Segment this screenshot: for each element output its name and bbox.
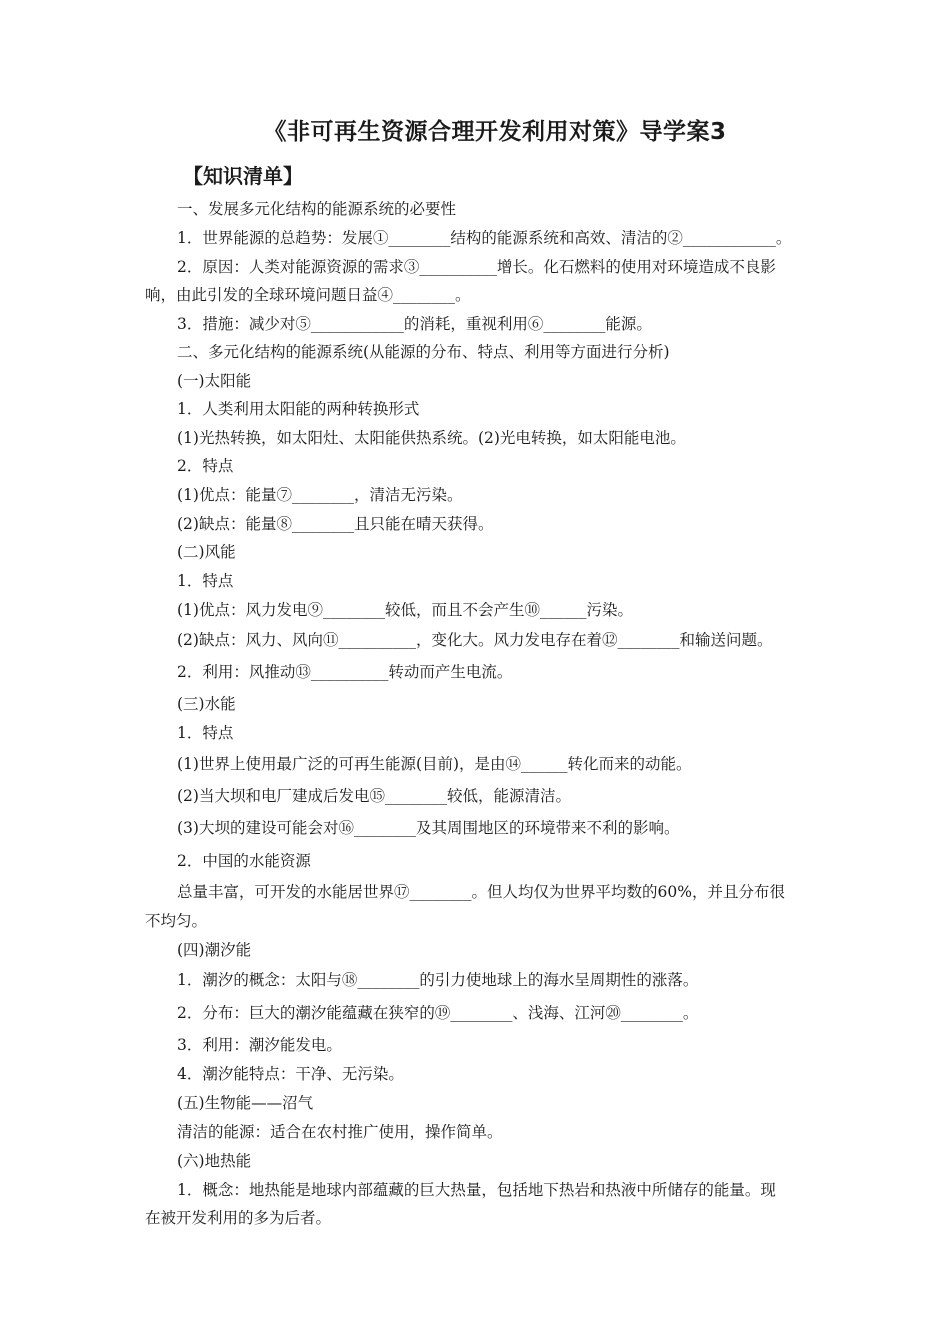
text-line: 1．概念：地热能是地球内部蕴藏的巨大热量，包括地下热岩和热液中所储存的能量。现 (177, 1181, 776, 1199)
text-line: (一)太阳能 (177, 372, 252, 390)
text-line: 3．措施：减少对⑤____________的消耗，重视利用⑥________能源。 (177, 315, 652, 333)
text-line: (2)当大坝和电厂建成后发电⑮________较低，能源清洁。 (177, 787, 571, 805)
text-line: (1)世界上使用最广泛的可再生能源(目前)，是由⑭______转化而来的动能。 (177, 755, 692, 773)
text-line: 不均匀。 (145, 912, 208, 930)
text-line: 清洁的能源：适合在农村推广使用，操作简单。 (177, 1123, 503, 1141)
text-line: 1．人类利用太阳能的两种转换形式 (177, 400, 420, 418)
text-line: (二)风能 (177, 543, 236, 561)
text-line: 2．分布：巨大的潮汐能蕴藏在狭窄的⑲________、浅海、江河⑳________。 (177, 1004, 699, 1022)
text-line: 二、多元化结构的能源系统(从能源的分布、特点、利用等方面进行分析) (177, 343, 670, 361)
text-line: (1)优点：能量⑦________，清洁无污染。 (177, 486, 463, 504)
text-line: (3)大坝的建设可能会对⑯________及其周围地区的环境带来不利的影响。 (177, 819, 680, 837)
document-title: 《非可再生资源合理开发利用对策》导学案3 (263, 119, 727, 145)
text-line: 1．世界能源的总趋势：发展①________结构的能源系统和高效、清洁的②____________。 (177, 229, 792, 247)
text-line: (2)缺点：风力、风向⑪__________，变化大。风力发电存在着⑫________和输送问题。 (177, 631, 773, 649)
text-line: 3．利用：潮汐能发电。 (177, 1036, 342, 1054)
text-line: 4．潮汐能特点：干净、无污染。 (177, 1065, 404, 1083)
text-line: 1．特点 (177, 724, 234, 742)
text-line: (2)缺点：能量⑧________且只能在晴天获得。 (177, 515, 494, 533)
text-line: 2．原因：人类对能源资源的需求③__________增长。化石燃料的使用对环境造成不良影 (177, 258, 776, 276)
text-line: 一、发展多元化结构的能源系统的必要性 (177, 200, 457, 218)
text-line: (三)水能 (177, 695, 236, 713)
text-line: 2．利用：风推动⑬__________转动而产生电流。 (177, 663, 513, 681)
text-line: 响，由此引发的全球环境问题日益④________。 (145, 286, 471, 304)
text-line: 1．特点 (177, 572, 234, 590)
text-line: 1．潮汐的概念：太阳与⑱________的引力使地球上的海水呈周期性的涨落。 (177, 971, 699, 989)
text-line: (1)优点：风力发电⑨________较低，而且不会产生⑩______污染。 (177, 601, 633, 619)
text-line: 2．中国的水能资源 (177, 852, 311, 870)
text-line: 总量丰富，可开发的水能居世界⑰________。但人均仅为世界平均数的60%，并且分布很 (177, 883, 785, 901)
text-line: 2．特点 (177, 457, 234, 475)
text-line: (六)地热能 (177, 1152, 252, 1170)
text-line: (五)生物能——沼气 (177, 1094, 314, 1112)
text-line: 在被开发利用的多为后者。 (145, 1209, 332, 1227)
text-line: (四)潮汐能 (177, 941, 252, 959)
section-heading: 【知识清单】 (183, 164, 303, 188)
text-line: (1)光热转换，如太阳灶、太阳能供热系统。(2)光电转换，如太阳能电池。 (177, 429, 686, 447)
